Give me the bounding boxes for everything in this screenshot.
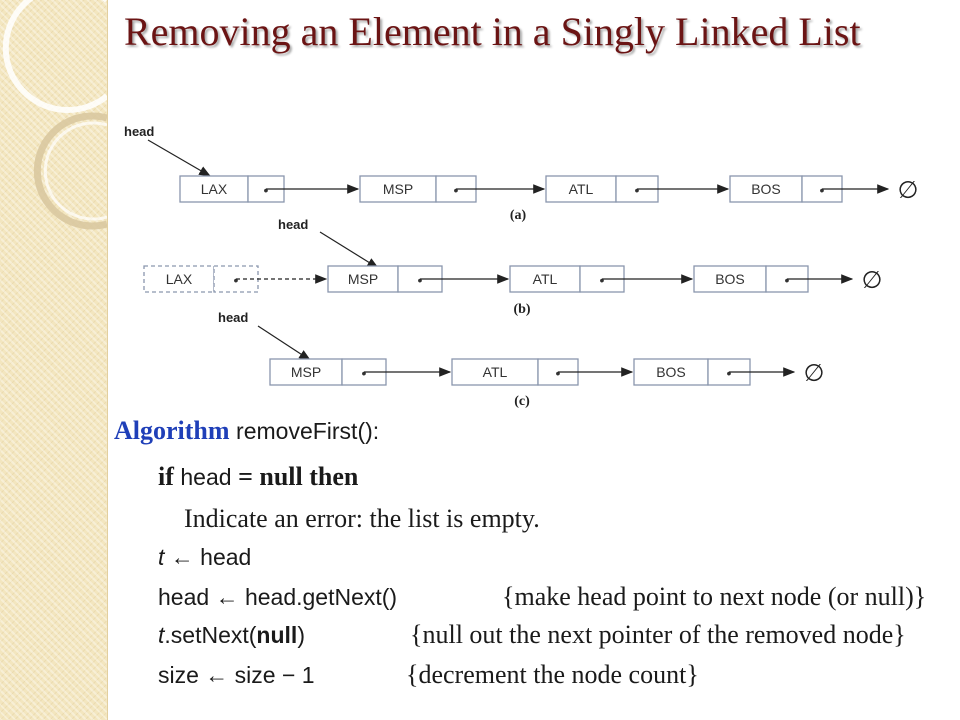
assign-arrow: ←	[215, 584, 239, 610]
algorithm-block	[112, 412, 942, 712]
error-line: Indicate an error: the list is empty.	[184, 504, 540, 533]
t-variable: t	[158, 544, 165, 570]
equals-sign: =	[238, 462, 253, 491]
svg-text:•: •	[233, 272, 239, 288]
svg-text:BOS: BOS	[751, 181, 781, 197]
null-keyword: null	[259, 462, 303, 491]
svg-text:ATL: ATL	[568, 181, 594, 197]
caption-a: (a)	[509, 208, 527, 223]
svg-text:•: •	[555, 365, 561, 381]
close-paren: )	[297, 622, 305, 648]
svg-text:BOS: BOS	[715, 271, 745, 287]
list-row-c	[218, 310, 824, 409]
head-word: head	[158, 584, 210, 610]
sidebar-decoration	[0, 0, 108, 720]
caption-b: (b)	[513, 302, 531, 317]
head-label: head	[124, 124, 155, 139]
if-line	[158, 462, 358, 492]
caption-c: (c)	[514, 394, 530, 409]
decorative-rings	[0, 0, 107, 300]
svg-text:•: •	[726, 365, 732, 381]
svg-text:MSP: MSP	[382, 181, 414, 197]
ring-small	[37, 116, 107, 226]
t-variable: t	[158, 622, 165, 648]
slide-title: Removing an Element in a Singly Linked List	[124, 9, 861, 54]
then-keyword: then	[309, 462, 359, 491]
head-label: head	[278, 217, 309, 232]
svg-text:•: •	[361, 365, 367, 381]
null-symbol: ∅	[803, 359, 825, 387]
null-argument: null	[256, 622, 298, 648]
svg-text:•: •	[263, 182, 269, 198]
set-next-line	[158, 622, 305, 649]
algorithm-signature: removeFirst():	[236, 418, 380, 444]
svg-text:BOS: BOS	[656, 364, 686, 380]
comment-null: {null out the next pointer of the removed node}	[410, 620, 906, 649]
svg-text:•: •	[599, 272, 605, 288]
assign-t-line	[158, 544, 251, 571]
linked-list-diagram	[110, 118, 930, 410]
svg-text:•: •	[784, 272, 790, 288]
svg-text:•: •	[417, 272, 423, 288]
svg-text:MSP: MSP	[290, 364, 322, 380]
svg-text:LAX: LAX	[165, 271, 193, 287]
svg-text:LAX: LAX	[200, 181, 228, 197]
assign-arrow: ←	[170, 544, 194, 570]
list-row-b	[144, 217, 882, 317]
size-line: size ← size − 1	[158, 662, 315, 688]
ring-small-highlight	[45, 123, 107, 219]
algorithm-keyword: Algorithm	[114, 416, 230, 445]
svg-text:•: •	[453, 182, 459, 198]
null-symbol: ∅	[897, 176, 919, 204]
null-symbol: ∅	[861, 266, 883, 294]
ring-large	[6, 0, 107, 110]
svg-text:ATL: ATL	[532, 271, 558, 287]
svg-text:•: •	[634, 182, 640, 198]
if-keyword: if	[158, 462, 174, 491]
head-get-next: head.getNext()	[244, 584, 398, 610]
head-advance-line	[158, 584, 397, 611]
head-label: head	[218, 310, 249, 325]
algorithm-header	[114, 416, 379, 446]
svg-text:MSP: MSP	[347, 271, 379, 287]
comment-size: {decrement the node count}	[406, 660, 699, 689]
list-row-a	[124, 124, 918, 223]
svg-text:•: •	[819, 182, 825, 198]
comment-head: {make head point to next node (or null)}	[502, 582, 927, 611]
node-lax-removed	[144, 266, 258, 292]
if-condition: head	[180, 464, 232, 490]
head-word: head	[200, 544, 252, 570]
set-next-call: .setNext(	[164, 622, 257, 648]
svg-text:ATL: ATL	[482, 364, 508, 380]
